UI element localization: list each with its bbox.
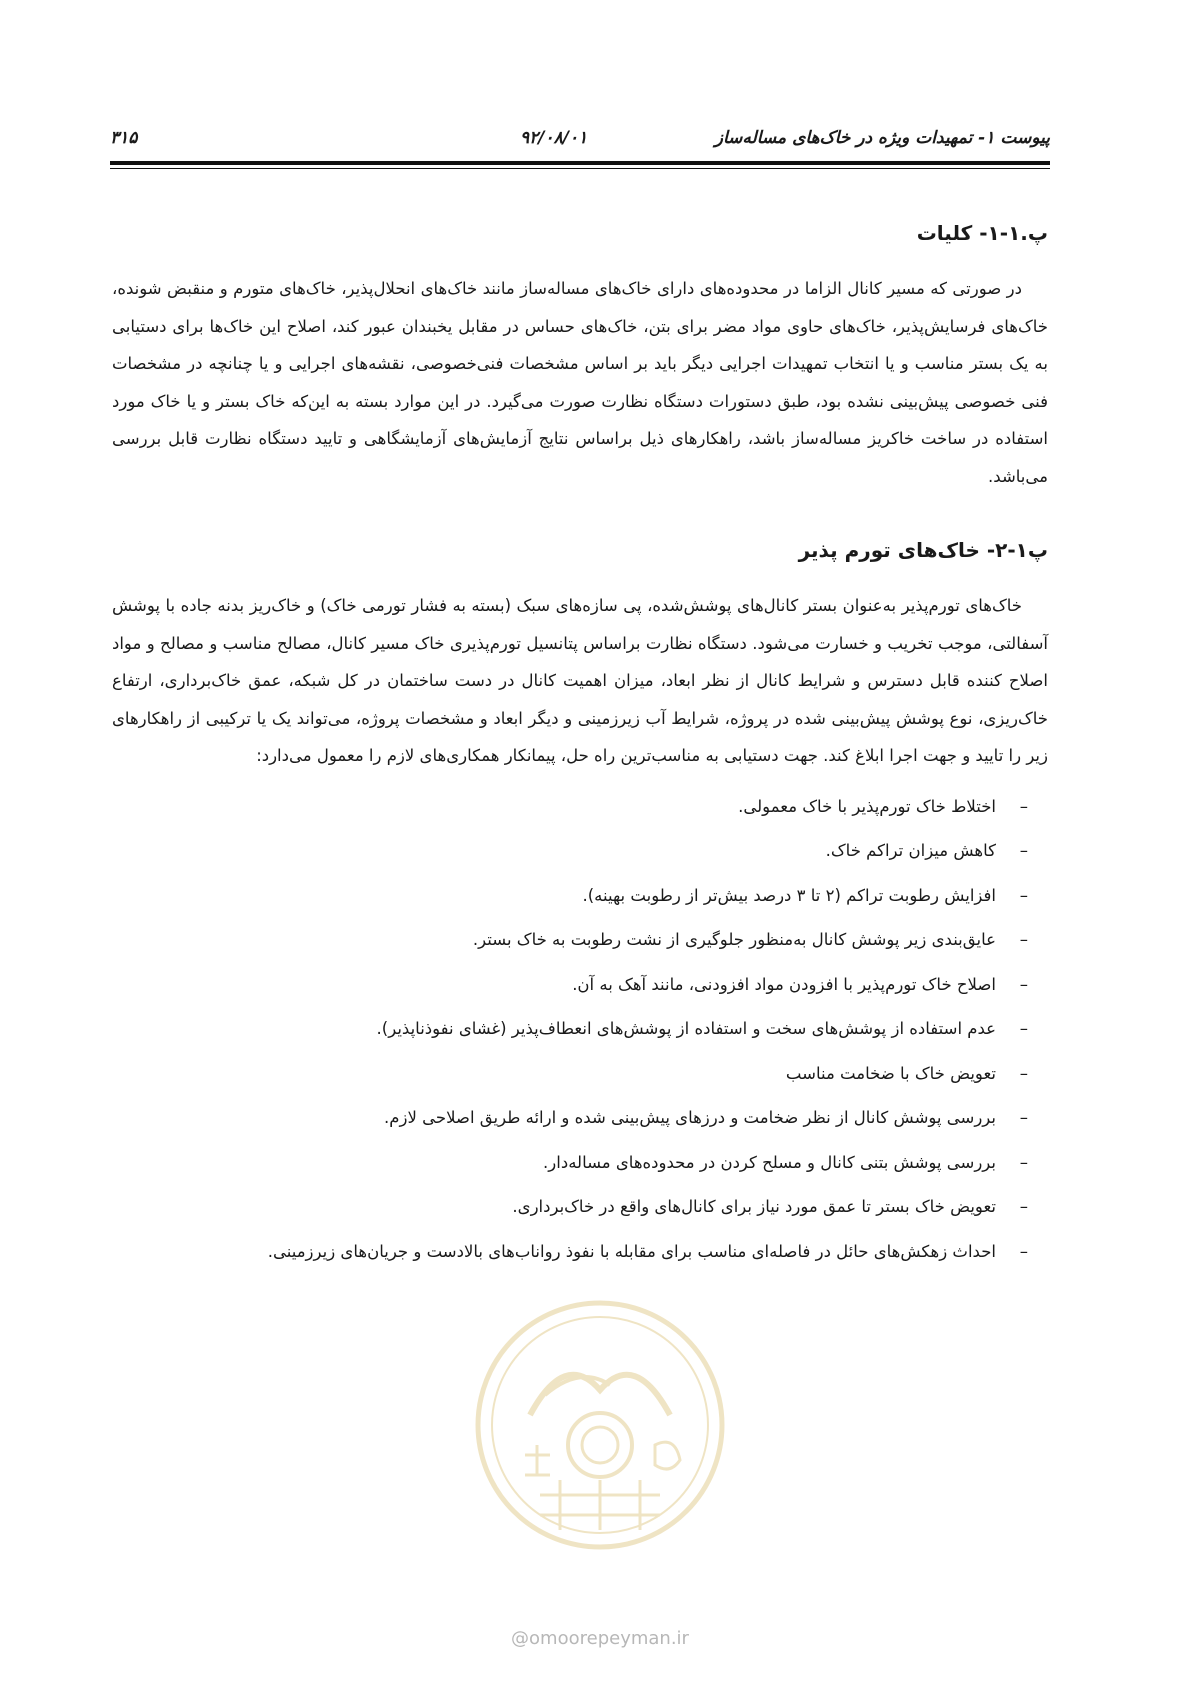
bullet-dash: – <box>1019 1063 1028 1083</box>
list-item <box>112 1185 1028 1230</box>
watermark-url: @omoorepeyman.ir <box>511 1628 689 1649</box>
watermark-seal-icon <box>470 1295 730 1555</box>
bullet-dash: – <box>1019 1197 1028 1216</box>
bullet-dash: – <box>1019 1019 1028 1038</box>
list-item <box>112 918 1028 963</box>
list-item <box>112 1007 1028 1052</box>
section-spacer <box>112 495 1048 535</box>
list-item-text: اصلاح خاک تورم‌پذیر با افزودن مواد افزودنی، مانند آهک به آن. <box>572 974 996 994</box>
section-paragraph-generalities: در صورتی که مسیر کانال الزاما در محدوده‌های دارای خاک‌های مساله‌ساز مانند خاک‌های انحلال‌پذیر، خاک‌های متورم و منقبض شونده، خاک‌های فرسایش‌پذیر، خاک‌های حاوی مواد مضر برای بتن، خاک‌های حساس در مقابل یخبندان عبور کند، اصلاح این خاک‌ها برای دستیابی به یک بستر مناسب و یا انتخاب تمهیدات اجرایی دیگر باید بر اساس مشخصات فنی‌خصوصی، نقشه‌های اجرایی و یا چنانچه در مشخصات فنی خصوصی پیش‌بینی نشده بود، طبق دستورات دستگاه نظارت صورت می‌گیرد. در این موارد بسته به این‌که خاک بستر و یا خاک مورد استفاده در ساخت خاکریز مساله‌ساز باشد، راهکارهای ذیل براساس نتایج آزمایش‌های آزمایشگاهی و تایید دستگاه نظارت قابل بررسی می‌باشد. <box>112 279 1048 486</box>
list-item-text: عایق‌بندی زیر پوشش کانال به‌منظور جلوگیری از نشت رطوبت به خاک بستر. <box>472 930 996 949</box>
bullet-dash: – <box>1019 974 1028 994</box>
header-rule-thin <box>110 168 1050 169</box>
list-item-text: بررسی پوشش بتنی کانال و مسلح کردن در محدوده‌های مساله‌دار. <box>543 1152 996 1172</box>
bullet-dash: – <box>1019 1152 1028 1172</box>
list-item-text: اختلاط خاک تورم‌پذیر با خاک معمولی. <box>738 796 996 816</box>
list-item-text: بررسی پوشش کانال از نظر ضخامت و درزهای پیش‌بینی شده و ارائه طریق اصلاحی لازم. <box>384 1108 996 1127</box>
bullet-dash: – <box>1019 930 1028 949</box>
list-item-text: افزایش رطوبت تراکم (۲ تا ۳ درصد بیش‌تر از رطوبت بهینه). <box>582 885 996 905</box>
section-heading-expansive-soils: پ۱-۲- خاک‌های تورم پذیر <box>798 538 1048 562</box>
list-item-text: تعویض خاک بستر تا عمق مورد نیاز برای کانال‌های واقع در خاک‌برداری. <box>512 1197 996 1216</box>
section-heading-generalities: پ.۱-۱- کلیات <box>916 221 1048 245</box>
page-number: ۳۱۵ <box>110 128 138 148</box>
list-item <box>112 785 1028 830</box>
header-date: ۹۲/۰۸/۰۱ <box>520 128 588 148</box>
list-item-text: احداث زهکش‌های حائل در فاصله‌ای مناسب برای مقابله با نفوذ رواناب‌های بالادست و جریان‌های زیرزمینی. <box>267 1241 996 1261</box>
remedy-list <box>112 785 1048 1275</box>
list-item <box>112 1052 1028 1097</box>
list-item-text: کاهش میزان تراکم خاک. <box>825 841 996 860</box>
list-item <box>112 963 1028 1008</box>
running-header <box>110 128 1050 158</box>
list-item-text: تعویض خاک با ضخامت مناسب <box>785 1063 996 1083</box>
bullet-dash: – <box>1019 841 1028 860</box>
bullet-dash: – <box>1019 796 1028 816</box>
list-item <box>112 1141 1028 1186</box>
list-item <box>112 874 1028 919</box>
header-title: پیوست ۱- تمهیدات ویژه در خاک‌های مساله‌ساز <box>714 128 1050 148</box>
list-item-text: عدم استفاده از پوشش‌های سخت و استفاده از پوشش‌های انعطاف‌پذیر (غشای نفوذناپذیر). <box>376 1019 996 1038</box>
section-paragraph-expansive-soils: خاک‌های تورم‌پذیر به‌عنوان بستر کانال‌های پوشش‌شده، پی سازه‌های سبک (بسته به فشار تورمی خاک) و خاک‌ریز بدنه جاده با پوشش آسفالتی، موجب تخریب و خسارت می‌شود. دستگاه نظارت براساس پتانسیل تورم‌پذیری خاک مسیر کانال، مصالح مناسب و مصالح و مواد اصلاح کننده قابل دسترس و شرایط کانال از نظر ابعاد، میزان اهمیت کانال در دست ساختمان در کل شبکه، عمق خاک‌برداری، ارتفاع خاک‌ریزی، نوع پوشش پیش‌بینی شده در پروژه، شرایط آب زیرزمینی و دیگر ابعاد و مشخصات پروژه، می‌تواند یک یا ترکیبی از راهکارهای زیر را تایید و جهت اجرا ابلاغ کند. جهت دستیابی به مناسب‌ترین راه حل، پیمانکار همکاری‌های لازم را معمول می‌دارد: <box>112 596 1048 765</box>
list-item <box>112 1096 1028 1141</box>
bullet-dash: – <box>1019 1108 1028 1127</box>
body-content <box>112 218 1048 1274</box>
list-item <box>112 829 1028 874</box>
list-item <box>112 1230 1028 1275</box>
header-rule-thick <box>110 161 1050 165</box>
bullet-dash: – <box>1019 1241 1028 1261</box>
bullet-dash: – <box>1019 885 1028 905</box>
